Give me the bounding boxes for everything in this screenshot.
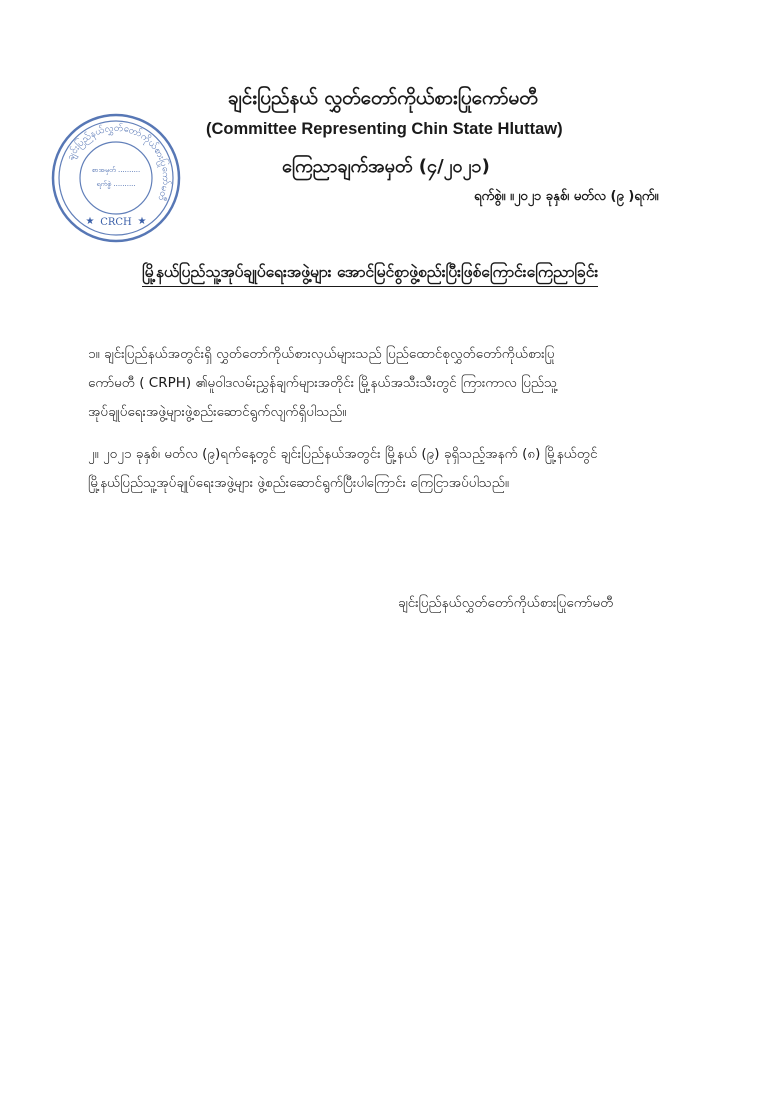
paragraph-1-line-3: အုပ်ချုပ်ရေးအဖွဲ့များဖွဲ့စည်းဆောင်ရွက်လျက်ရှိပါသည်။ xyxy=(88,404,347,420)
org-title-english: (Committee Representing Chin State Hluttaw) xyxy=(206,120,563,138)
notice-number: ကြေညာချက်အမှတ် (၄/၂၀၂၁) xyxy=(282,156,490,177)
paragraph-1 xyxy=(88,340,700,427)
paragraph-1-line-1: ၁။ ချင်းပြည်နယ်အတွင်းရှိ လွှတ်တော်ကိုယ်စားလှယ်များသည် ပြည်ထောင်စုလွှတ်တော်ကိုယ်စားပြု xyxy=(88,346,555,362)
star-icon: ★ xyxy=(85,216,95,227)
svg-text:ချင်းပြည်နယ်လွှတ်တော်ကိုယ်စားပ xyxy=(65,123,171,202)
paragraph-2-line-1: ၂။ ၂၀၂၁ ခုနှစ်၊ မတ်လ (၉)ရက်နေ့တွင် ချင်းပြည်နယ်အတွင်း မြို့နယ် (၉) ခုရှိသည့်အနက် (၈) မြို့နယ်တွင် xyxy=(88,446,598,462)
paragraph-1-line-2: ကော်မတီ ( CRPH) ၏မူဝါဒလမ်းညွှန်ချက်များအတိုင်း မြို့နယ်အသီးသီးတွင် ကြားကာလ ပြည်သူ့ xyxy=(88,375,558,391)
seal-inner-line-1: စာအမှတ် .......... xyxy=(91,166,141,174)
seal-ring-text: ချင်းပြည်နယ်လွှတ်တော်ကိုယ်စားပြုကော်မတီ xyxy=(64,122,172,203)
signature-block: ချင်းပြည်နယ်လွှတ်တော်ကိုယ်စားပြုကော်မတီ xyxy=(398,595,614,611)
notice-date: ရက်စွဲ။ ။၂၀၂၁ ခုနှစ်၊ မတ်လ (၉ )ရက်။ xyxy=(474,189,659,204)
star-icon: ★ xyxy=(137,216,147,227)
seal-acronym: CRCH xyxy=(100,217,132,228)
paragraph-2 xyxy=(88,440,700,498)
seal-inner-line-2: ရက်စွဲ .......... xyxy=(96,180,136,188)
official-seal-stamp xyxy=(50,112,182,244)
org-title-myanmar: ချင်းပြည်နယ် လွှတ်တော်ကိုယ်စားပြုကော်မတီ xyxy=(228,87,538,109)
paragraph-2-line-2: မြို့နယ်ပြည်သူ့အုပ်ချုပ်ရေးအဖွဲ့များ ဖွဲ့စည်းဆောင်ရွက်ပြီးပါကြောင်း ကြေငြာအပ်ပါသည်။ xyxy=(88,475,510,491)
notice-subject: မြို့နယ်ပြည်သူ့အုပ်ချုပ်ရေးအဖွဲ့များ အောင်မြင်စွာဖွဲ့စည်းပြီးဖြစ်ကြောင်းကြေညာခြင်း xyxy=(142,262,598,287)
seal-graphic xyxy=(50,112,182,244)
